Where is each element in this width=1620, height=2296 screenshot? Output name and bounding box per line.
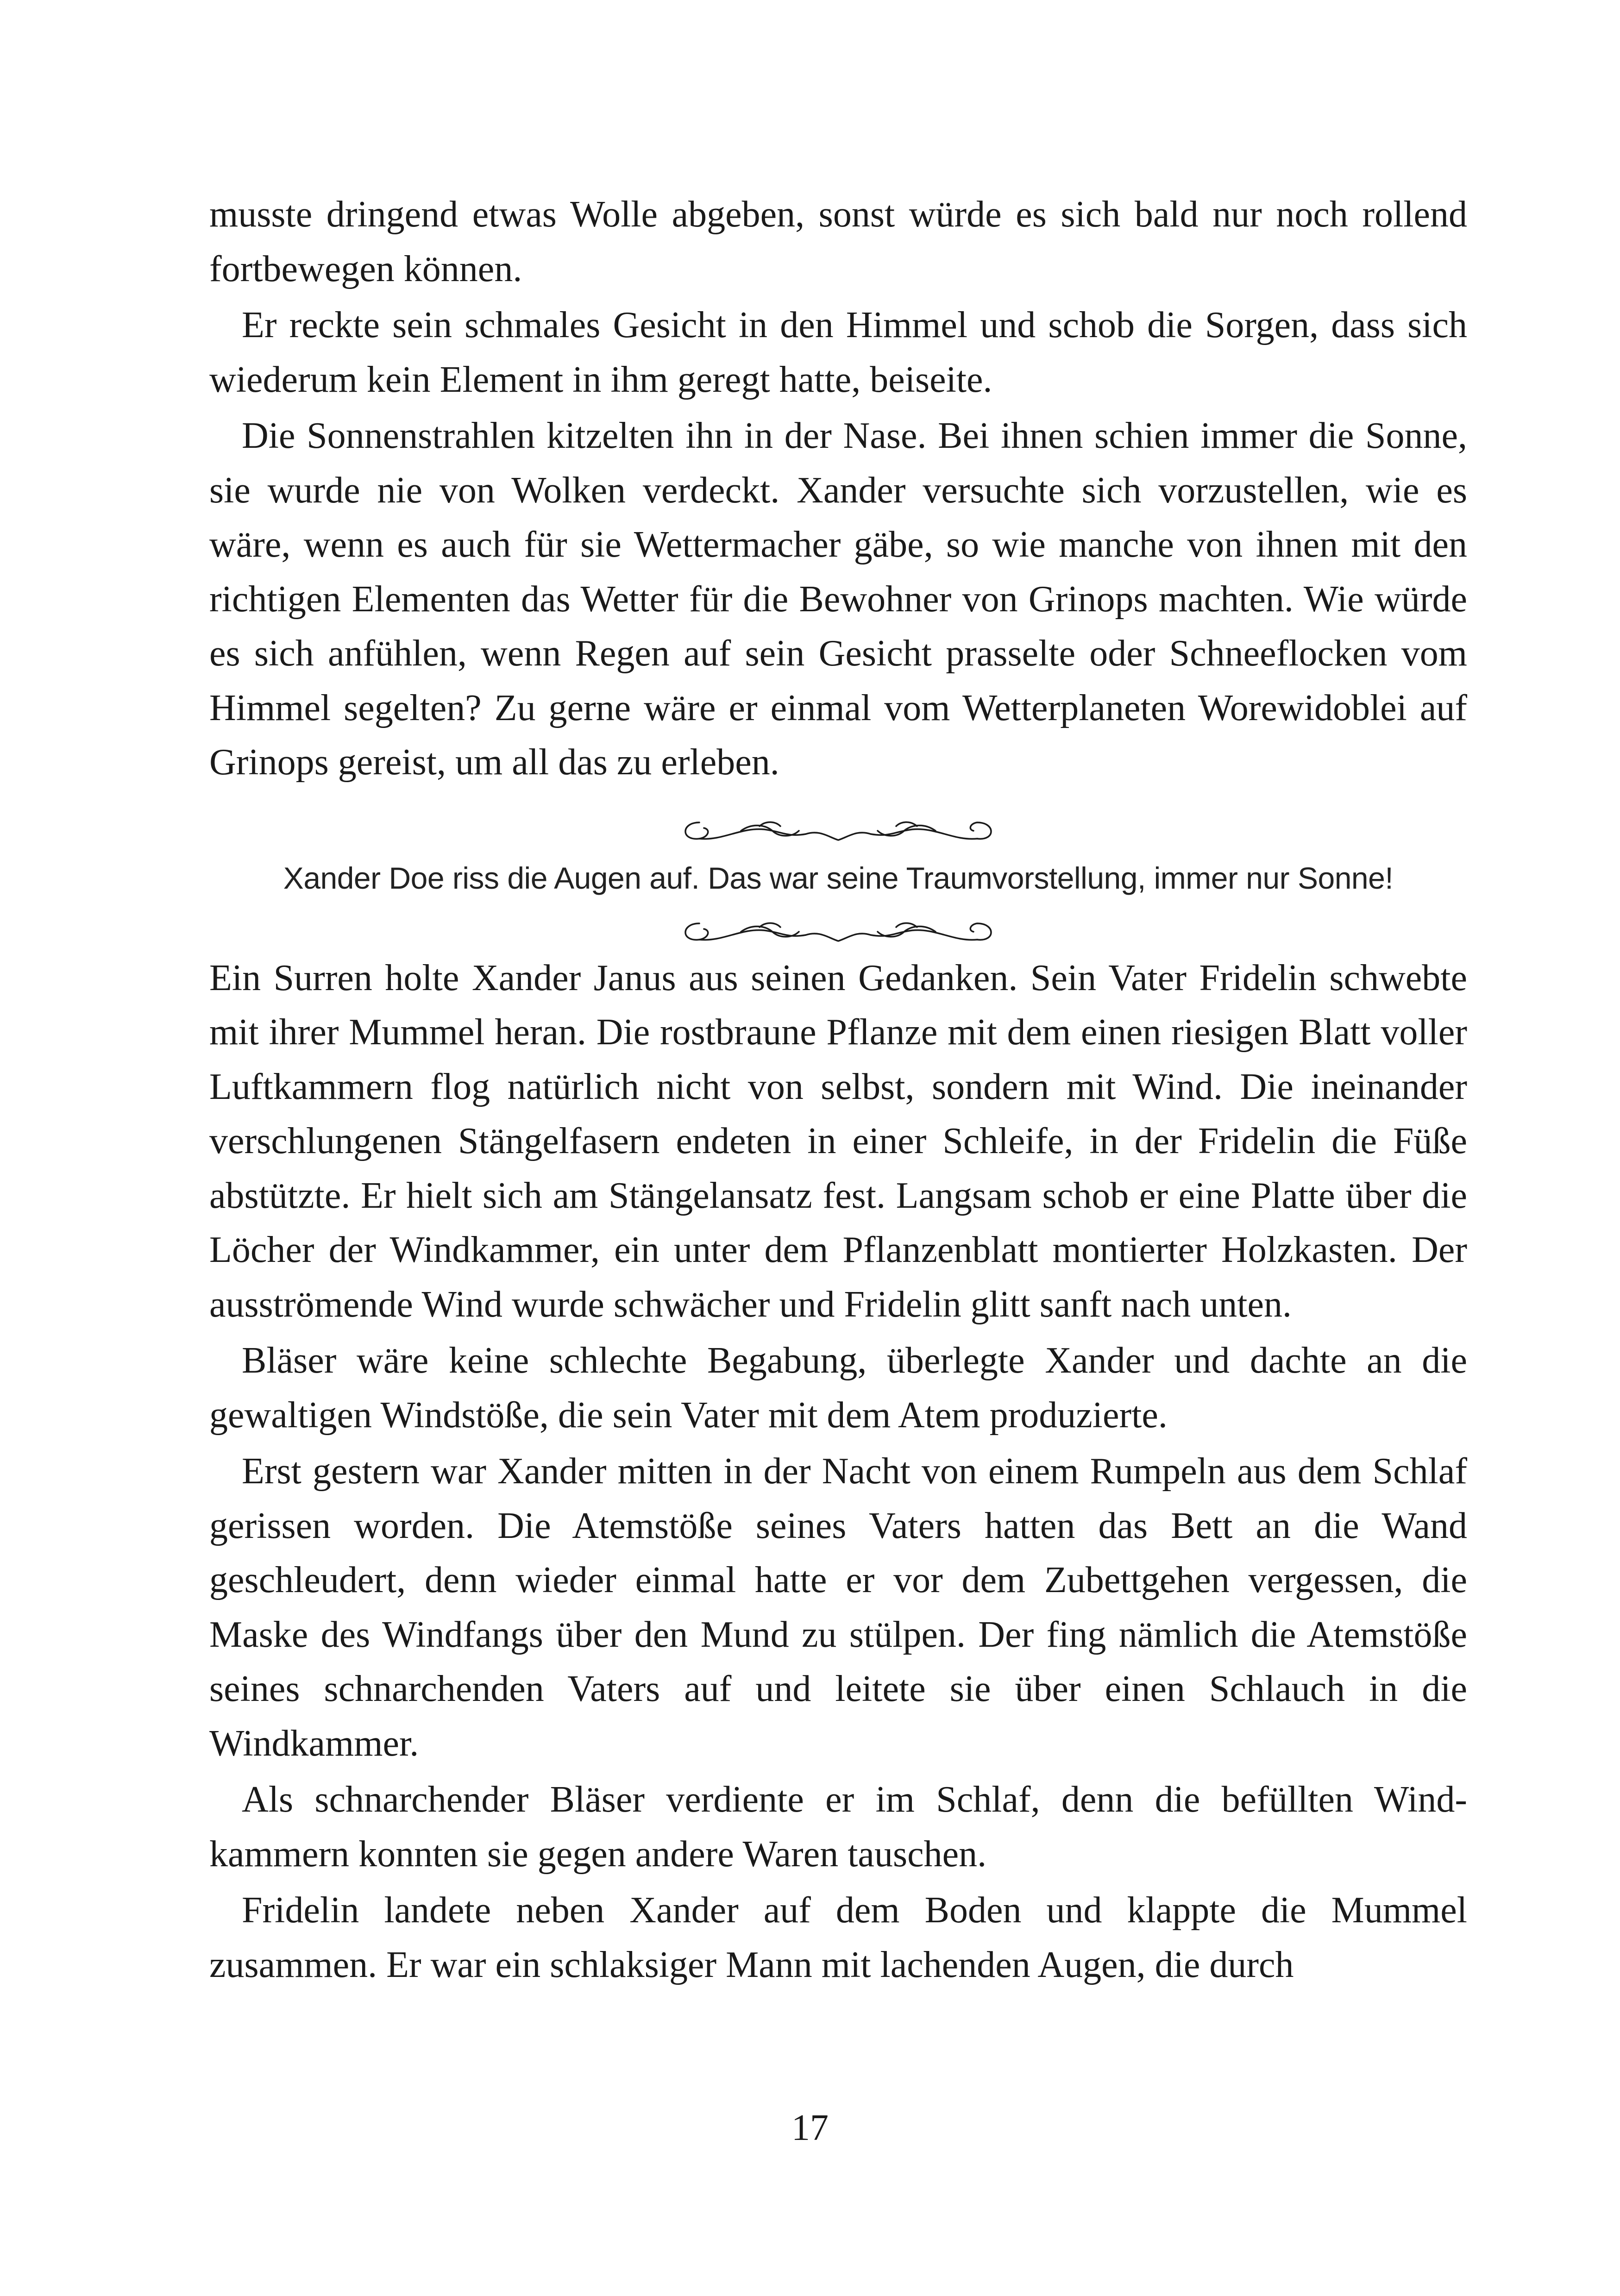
paragraph: Bläser wäre keine schlechte Begabung, überlegte Xander und dachte an die gewaltigen Windstöße, die sein Vater mit dem Atem produzierte. [209, 1340, 1467, 1436]
flourish-divider-icon [672, 804, 1005, 850]
paragraph-continues: Fridelin landete neben Xander auf dem Boden und klappte die Mummel zusammen. Er war ein schlaksiger Mann mit lachenden Augen, die durch [209, 1890, 1467, 1985]
paragraph: Er reckte sein schmales Gesicht in den Himmel und schob die Sorgen, dass sich wiederum kein Element in ihm geregt hatte, beiseite. [209, 305, 1467, 400]
paragraph-continuation: musste dringend etwas Wolle abgeben, sonst würde es sich bald nur noch rollend fortbewegen können. [209, 194, 1467, 289]
flourish-divider-icon [672, 905, 1005, 951]
paragraph: Die Sonnenstrahlen kitzelten ihn in der Nase. Bei ihnen schien immer die Sonne, sie wurde nie von Wolken verdeckt. Xander versuchte sich vorzustellen, wie es wäre, wenn es auch für sie Wettermacher gäbe, so wie manche von ihnen mit den richtigen Elementen das Wetter für die Bewohner von Grinops machten. Wie würde es sich anfühlen, wenn Regen auf sein Gesicht prasselte oder Schneeflocken vom Himmel segelten? Zu gerne wäre er einmal vom Wetterplaneten Worewidoblei auf Grinops gereist, um all das zu erleben. [209, 415, 1467, 783]
paragraph: Erst gestern war Xander mitten in der Nacht von einem Rumpeln aus dem Schlaf gerissen worden. Die Atemstöße seines Vaters hatten das Bett an die Wand geschleudert, denn wieder einmal hatte er vor dem Zubettgehen vergessen, die Maske des Windfangs über den Mund zu stülpen. Der fing nämlich die Atemstöße seines schnarchenden Vaters auf und leitete sie über einen Schlauch in die Windkammer. [209, 1451, 1467, 1764]
page-number: 17 [791, 2108, 829, 2148]
page-body [209, 188, 1467, 1992]
paragraph: Als schnarchender Bläser verdiente er im Schlaf, denn die befüllten Windkammern konnten sie gegen andere Waren tauschen. [209, 1779, 1467, 1875]
dream-sequence-line: Xander Doe riss die Augen auf. Das war seine Traumvorstellung, immer nur Sonne! [283, 860, 1394, 895]
paragraph: Ein Surren holte Xander Janus aus seinen Gedanken. Sein Vater Fridelin schwebte mit ihrer Mummel heran. Die rostbraune Pflanze mit dem einen riesigen Blatt voller Luftkammern flog natürlich nicht von selbst, sondern mit Wind. Die ineinander verschlungenen Stängelfasern endeten in einer Schleife, in der Fridelin die Füße abstützte. Er hielt sich am Stängelansatz fest. Langsam schob er eine Platte über die Löcher der Windkammer, ein unter dem Pflanzenblatt montierter Holzkasten. Der ausströmende Wind wurde schwächer und Fridelin glitt sanft nach unten. [209, 957, 1467, 1325]
